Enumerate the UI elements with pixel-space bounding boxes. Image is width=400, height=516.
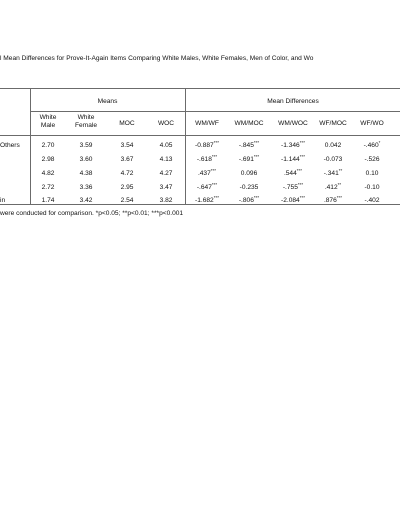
table-cell: -2.084*** bbox=[281, 195, 305, 204]
table-cell: -.618*** bbox=[196, 154, 218, 163]
table-cell: 3.42 bbox=[79, 197, 93, 204]
table-cell: -.647*** bbox=[196, 182, 218, 191]
table-cell: -.691*** bbox=[238, 154, 260, 163]
significance-marker: *** bbox=[299, 195, 305, 200]
table-footnote: were conducted for comparison. *p<0.05; **p<0.01; ***p<0.001 bbox=[0, 210, 184, 217]
significance-marker: *** bbox=[211, 182, 218, 187]
significance-marker: *** bbox=[299, 140, 305, 145]
row-label: Others bbox=[0, 142, 20, 149]
table-cell: -0.10 bbox=[364, 184, 380, 191]
means-group-underline bbox=[30, 111, 185, 112]
significance-marker: *** bbox=[253, 195, 260, 200]
significance-marker: *** bbox=[213, 195, 219, 200]
significance-marker: *** bbox=[210, 168, 217, 173]
significance-marker: *** bbox=[297, 182, 304, 187]
significance-marker: *** bbox=[253, 140, 260, 145]
column-header: White Female bbox=[75, 114, 97, 129]
significance-marker: *** bbox=[253, 154, 260, 159]
significance-marker: *** bbox=[299, 154, 305, 159]
table-cell: -.402 bbox=[364, 197, 380, 204]
diff-group-header: Mean Differences bbox=[267, 98, 319, 105]
diff-group-underline bbox=[186, 111, 400, 112]
significance-marker: *** bbox=[296, 168, 303, 173]
significance-marker: * bbox=[378, 140, 381, 145]
table-cell: 3.60 bbox=[79, 156, 93, 163]
table-cell: -.845*** bbox=[238, 140, 260, 149]
table-cell: .544*** bbox=[283, 168, 303, 177]
table-cell: 4.27 bbox=[159, 170, 173, 177]
table-cell: 4.72 bbox=[120, 170, 134, 177]
table-cell: -0.887*** bbox=[195, 140, 219, 149]
means-group-header: Means bbox=[97, 98, 118, 105]
column-header: White Male bbox=[39, 114, 57, 129]
table-cell: 3.36 bbox=[79, 184, 93, 191]
table-cell: -0.235 bbox=[239, 184, 259, 191]
table-cell: 2.72 bbox=[41, 184, 55, 191]
table-cell: 4.82 bbox=[41, 170, 55, 177]
column-header: WM/WOC bbox=[278, 120, 308, 127]
column-header: WM/MOC bbox=[234, 120, 264, 127]
table-cell: 0.10 bbox=[365, 170, 379, 177]
significance-marker: ** bbox=[337, 182, 342, 187]
table-cell: 4.13 bbox=[159, 156, 173, 163]
table-cell: -.341** bbox=[323, 168, 343, 177]
significance-marker: *** bbox=[336, 195, 343, 200]
column-header: WM/WF bbox=[195, 120, 219, 127]
table-top-rule bbox=[0, 88, 400, 89]
table-cell: 4.38 bbox=[79, 170, 93, 177]
significance-marker: *** bbox=[211, 154, 218, 159]
table-cell: 2.54 bbox=[120, 197, 134, 204]
table-cell: -0.073 bbox=[323, 156, 343, 163]
table-cell: -1.682*** bbox=[195, 195, 219, 204]
column-header: MOC bbox=[119, 120, 135, 127]
table-cell: -.460* bbox=[363, 140, 381, 149]
table-cell: 3.59 bbox=[79, 142, 93, 149]
table-cell: 1.74 bbox=[41, 197, 55, 204]
table-cell: -1.346*** bbox=[281, 140, 305, 149]
table-cell: .876*** bbox=[323, 195, 343, 204]
table-cell: 3.67 bbox=[120, 156, 134, 163]
table-cell: -.806*** bbox=[238, 195, 260, 204]
table-cell: 3.54 bbox=[120, 142, 134, 149]
row-label: in bbox=[0, 197, 6, 204]
column-header: WOC bbox=[157, 120, 175, 127]
table-cell: 4.05 bbox=[159, 142, 173, 149]
table-cell: .437*** bbox=[197, 168, 217, 177]
significance-marker: *** bbox=[213, 140, 219, 145]
table-caption: l Mean Differences for Prove-It-Again Items Comparing White Males, White Females, Men of Color, and Wo bbox=[0, 55, 314, 62]
table-cell: 3.82 bbox=[159, 197, 173, 204]
header-bottom-rule bbox=[0, 135, 400, 136]
table-cell: 0.042 bbox=[324, 142, 342, 149]
table-cell: 2.95 bbox=[120, 184, 134, 191]
column-header: WF/MOC bbox=[319, 120, 347, 127]
table-cell: -1.144*** bbox=[281, 154, 305, 163]
significance-marker: ** bbox=[338, 168, 343, 173]
column-header: WF/WO bbox=[360, 120, 384, 127]
table-cell: .412** bbox=[324, 182, 342, 191]
table-cell: -.526 bbox=[364, 156, 380, 163]
table-cell: 2.98 bbox=[41, 156, 55, 163]
table-cell: 0.096 bbox=[240, 170, 258, 177]
table-cell: -.755*** bbox=[282, 182, 304, 191]
table-cell: 3.47 bbox=[159, 184, 173, 191]
table-cell: 2.70 bbox=[41, 142, 55, 149]
